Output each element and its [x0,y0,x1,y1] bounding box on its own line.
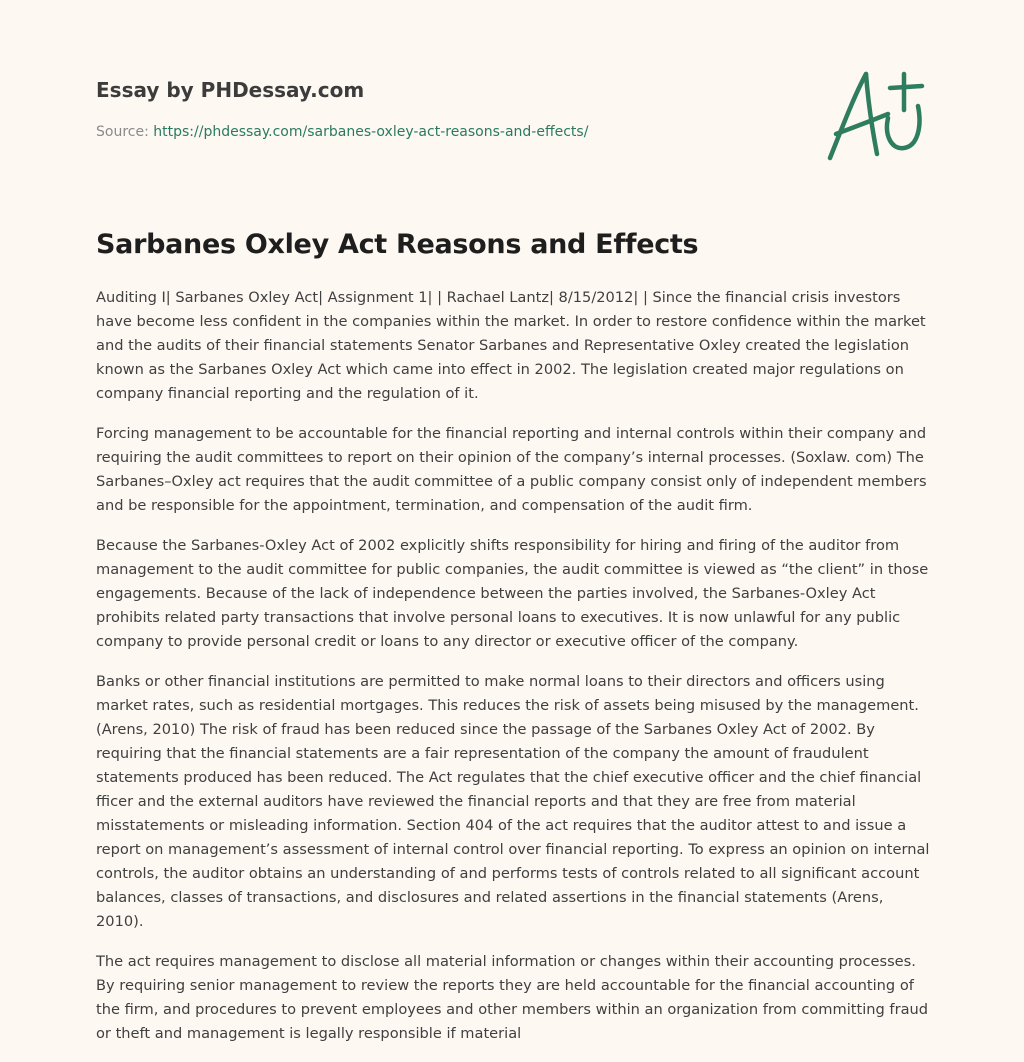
source-link[interactable]: https://phdessay.com/sarbanes-oxley-act-reasons-and-effects/ [153,124,589,140]
essay-paragraph: Because the Sarbanes-Oxley Act of 2002 explicitly shifts responsibility for hiring and firing of the auditor from management to the audit committee for public companies, the audit committee is viewed as “the client” in those engagements. Because of the lack of independence between the parties involved, the Sarbanes-Oxley Act prohibits related party transactions that involve personal loans to executives. It is now unlawful for any public company to provide personal credit or loans to any director or executive officer of the company. [96,537,929,650]
essay-title: Sarbanes Oxley Act Reasons and Effects [96,229,699,260]
essay-paragraph: Auditing I| Sarbanes Oxley Act| Assignment 1| | Rachael Lantz| 8/15/2012| | Since the financial crisis investors have become less confident in the companies within the market. In order to restore confidence within the market and the audits of their financial statements Senator Sarbanes and Representative Oxley created the legislation known as the Sarbanes Oxley Act which came into effect in 2002. The legislation created major regulations on company financial reporting and the regulation of it. [96,289,926,402]
page-header [96,76,696,142]
source-line [96,122,696,142]
source-label: Source: [96,124,149,140]
brand-title: Essay by PHDessay.com [96,78,365,102]
essay-paragraph: Forcing management to be accountable for the financial reporting and internal controls within their company and requiring the audit committees to report on their opinion of the company’s internal processes. (Soxlaw. com) The Sarbanes–Oxley act requires that the audit committee of a public company consist only of independent members and be responsible for the appointment, termination, and compensation of the audit firm. [96,425,927,514]
essay-paragraph: The act requires management to disclose all material information or changes within their accounting processes. By requiring senior management to review the reports they are held accountable for the financial accounting of the firm, and procedures to prevent employees and other members within an organization from committing fraud or theft and management is legally responsible if material [96,953,929,1042]
essay-body [96,286,932,1062]
essay-paragraph: Banks or other financial institutions are permitted to make normal loans to their directors and officers using market rates, such as residential mortgages. This reduces the risk of assets being misused by the management. (Arens, 2010) The risk of fraud has been reduced since the passage of the Sarbanes Oxley Act of 2002. By requiring that the financial statements are a fair representation of the company the amount of fraudulent statements produced has been reduced. The Act regulates that the chief executive officer and the chief financial fficer and the external auditors have reviewed the financial reports and that they are free from material misstatements or misleading information. Section 404 of the act requires that the auditor attest to and issue a report on management’s assessment of internal control over financial reporting. To express an opinion on internal controls, the auditor obtains an understanding of and performs tests of controls related to all significant account balances, classes of transactions, and disclosures and related assertions in the financial statements (Arens, 2010). [96,673,930,930]
a-plus-logo-icon [822,66,932,166]
